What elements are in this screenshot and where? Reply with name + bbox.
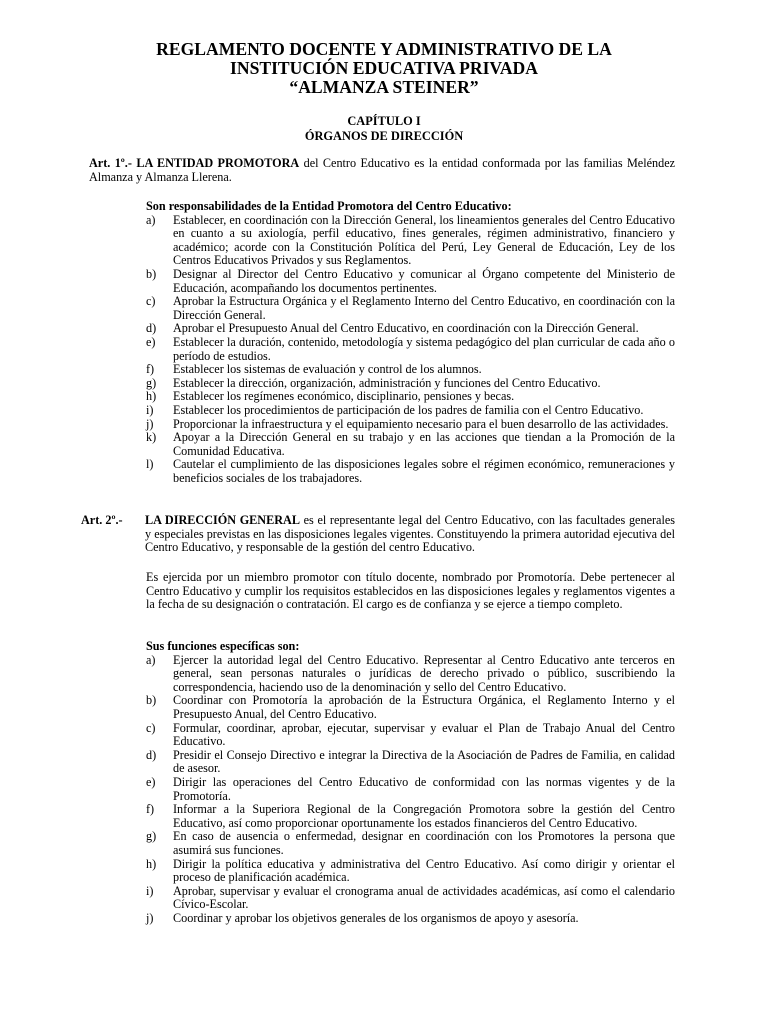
list-item [146, 458, 675, 485]
item-letter: f) [146, 362, 155, 377]
list-item [146, 912, 675, 926]
item-text: Apoyar a la Dirección General en su trabajo y en las acciones que tiendan a la Promoción de la Comunidad Educativa. [173, 430, 675, 458]
article-2-paragraph-text: Es ejercida por un miembro promotor con título docente, nombrado por Promotoría. Debe pertenecer al Centro Educativo y cumplir los requisitos establecidos en las disposiciones legales y reglamentos vigentes a la fecha de su designación o contratación. El cargo es de confianza y se ejerce a tiempo completo. [146, 570, 675, 612]
article-1-text: del Centro Educativo es la entidad conformada por las familias Meléndez Almanza y Almanza Llerena. [89, 156, 676, 184]
list-item [146, 654, 675, 695]
list-item [146, 214, 675, 268]
item-letter: d) [146, 747, 157, 762]
item-text: Ejercer la autoridad legal del Centro Educativo. Representar al Centro Educativo ante terceros en general, sean personas naturales o jurídicas de derecho privado o público, suscribiendo la correspondencia, haciendo uso de la denominación y sello del Centro Educativo. [173, 652, 675, 694]
item-text: Establecer la dirección, organización, administración y funciones del Centro Educativo. [173, 375, 601, 390]
item-text: Informar a la Superiora Regional de la Congregación Promotora sobre la gestión del Centro Educativo, así como proporcionar oportunamente los estados financieros del Centro Educativo. [173, 802, 675, 830]
chapter-heading [0, 114, 768, 144]
article-1-subheading: Son responsabilidades de la Entidad Promotora del Centro Educativo: [146, 199, 512, 213]
list-item [146, 268, 675, 295]
article-2-functions [146, 640, 675, 925]
list-item [146, 830, 675, 857]
item-letter: f) [146, 802, 155, 817]
article-2-heading: LA DIRECCIÓN GENERAL [145, 513, 300, 527]
item-letter: c) [146, 720, 156, 735]
list-item [146, 776, 675, 803]
list-item [146, 431, 675, 458]
item-text: Establecer los procedimientos de participación de los padres de familia con el Centro Educativo. [173, 402, 644, 417]
item-letter: h) [146, 389, 157, 404]
list-item [146, 694, 675, 721]
item-letter: g) [146, 375, 157, 390]
list-item [146, 749, 675, 776]
item-letter: i) [146, 402, 154, 417]
item-text: Establecer la duración, contenido, metodología y sistema pedagógico del plan curricular de cada año o período de estudios. [173, 334, 675, 363]
article-2-text: es el representante legal del Centro Educativo, con las facultades generales y especiales previstas en las disposiciones legales vigentes. Constituyendo la primera autoridad ejecutiva del Centro Educativo, y responsable de la gestión del centro Educativo. [145, 513, 675, 555]
list-item [146, 722, 675, 749]
list-item [146, 418, 675, 432]
item-letter: j) [146, 416, 154, 431]
item-letter: l) [146, 457, 154, 472]
article-2-label: Art. 2º.- [81, 513, 123, 527]
item-text: Designar al Director del Centro Educativo y comunicar al Órgano competente del Ministerio de Educación, acompañando los documentos pertinentes. [173, 266, 675, 295]
chapter-number: CAPÍTULO I [347, 114, 421, 128]
item-letter: g) [146, 829, 157, 844]
article-1-heading: LA ENTIDAD PROMOTORA [136, 156, 300, 170]
item-text: Establecer los regímenes económico, disciplinario, pensiones y becas. [173, 389, 515, 404]
item-letter: a) [146, 652, 156, 667]
list-item [146, 858, 675, 885]
list-item [146, 336, 675, 363]
item-letter: e) [146, 334, 156, 349]
item-letter: d) [146, 321, 157, 336]
item-text: Establecer, en coordinación con la Dirección General, los lineamientos generales del Centro Educativo en cuanto a su axiología, perfil educativo, fines generales, régimen administrativo, financiero y académico; acorde con la Constitución Política del Perú, Ley General de Educación, Ley de los Centros Educativos Privados y sus Reglamentos. [173, 212, 675, 268]
item-text: Proporcionar la infraestructura y el equipamiento necesario para el buen desarrollo de las actividades. [173, 416, 669, 431]
item-letter: h) [146, 856, 157, 871]
item-text: Cautelar el cumplimiento de las disposiciones legales sobre el régimen económico, remuneraciones y beneficios sociales de los trabajadores. [173, 457, 675, 485]
item-letter: b) [146, 266, 157, 281]
article-2-intro [81, 514, 675, 555]
item-letter: i) [146, 883, 154, 898]
title-line: “ALMANZA STEINER” [289, 77, 479, 97]
item-text: Coordinar y aprobar los objetivos generales de los organismos de apoyo y asesoría. [173, 910, 579, 925]
item-letter: j) [146, 910, 154, 925]
item-text: Aprobar el Presupuesto Anual del Centro Educativo, en coordinación con la Dirección General. [173, 321, 639, 336]
list-item [146, 404, 675, 418]
list-item [146, 322, 675, 336]
article-1-responsibilities [146, 200, 675, 485]
item-text: Presidir el Consejo Directivo e integrar la Directiva de la Asociación de Padres de Familia, en calidad de asesor. [173, 747, 675, 776]
item-text: Establecer los sistemas de evaluación y control de los alumnos. [173, 362, 482, 377]
item-text: En caso de ausencia o enfermedad, designar en coordinación con los Promotores la persona que asumirá sus funciones. [173, 829, 675, 857]
item-letter: c) [146, 294, 156, 309]
article-1-intro [89, 157, 675, 184]
item-text: Coordinar con Promotoría la aprobación de la Estructura Orgánica, el Reglamento Interno y el Presupuesto Anual, del Centro Educativo. [173, 693, 675, 721]
document-title [0, 40, 768, 97]
list-item [146, 377, 675, 391]
chapter-subtitle: ÓRGANOS DE DIRECCIÓN [304, 129, 464, 143]
list-item [146, 390, 675, 404]
title-line: INSTITUCIÓN EDUCATIVA PRIVADA [230, 58, 538, 78]
list-item [146, 363, 675, 377]
item-text: Formular, coordinar, aprobar, ejecutar, supervisar y evaluar el Plan de Trabajo Anual del Centro Educativo. [173, 720, 675, 749]
item-letter: b) [146, 693, 157, 708]
list-item [146, 295, 675, 322]
item-letter: a) [146, 212, 156, 227]
article-2-list [146, 654, 675, 926]
article-1-label: Art. 1º.- [89, 156, 132, 170]
item-text: Aprobar la Estructura Orgánica y el Reglamento Interno del Centro Educativo, en coordinación con la Dirección General. [173, 294, 675, 322]
list-item [146, 885, 675, 912]
title-line: REGLAMENTO DOCENTE Y ADMINISTRATIVO DE LA [156, 39, 612, 59]
list-item [146, 803, 675, 830]
article-2-paragraph [146, 571, 675, 612]
item-text: Dirigir las operaciones del Centro Educativo de conformidad con las normas vigentes y de la Promotoría. [173, 774, 675, 803]
article-2-subheading: Sus funciones específicas son: [146, 639, 300, 653]
item-letter: k) [146, 430, 157, 445]
item-letter: e) [146, 774, 156, 789]
item-text: Aprobar, supervisar y evaluar el cronograma anual de actividades académicas, así como el calendario Cívico-Escolar. [173, 883, 675, 912]
item-text: Dirigir la política educativa y administrativa del Centro Educativo. Así como dirigir y orientar el proceso de planificación académica. [173, 856, 675, 885]
article-1-list [146, 214, 675, 486]
